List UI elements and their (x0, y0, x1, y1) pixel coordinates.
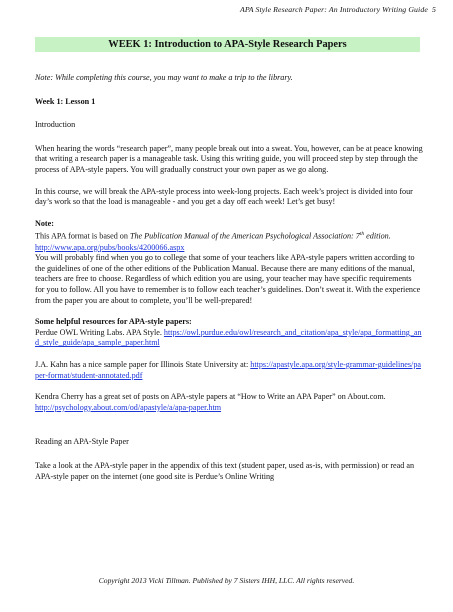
apa-manual-link[interactable]: http://www.apa.org/pubs/books/4200066.aspx (35, 242, 185, 252)
edition-superscript: th (359, 231, 365, 238)
note-label: Note: (35, 218, 54, 228)
running-title: APA Style Research Paper: An Introductory Writing Guide (239, 5, 428, 14)
library-note: Note: While completing this course, you may want to make a trip to the library. (35, 73, 293, 82)
running-header (240, 5, 436, 14)
owl-resource (35, 328, 423, 349)
publication-manual-title: The Publication Manual of the American Psychological Association: 7 (129, 232, 360, 242)
kahn-resource-link[interactable]: https://apastyle.apa.org/style-grammar-guidelines/paper-format/student-annotated.pdf (35, 360, 421, 380)
owl-resource-text: Perdue OWL Writing Labs. APA Style. (35, 327, 164, 337)
cherry-resource-link[interactable]: http://psychology.about.com/od/apastyle/a/apa-paper.htm (35, 402, 222, 412)
resources-heading: Some helpful resources for APA-style papers: (35, 317, 192, 327)
copyright-footer: Copyright 2013 Vicki Tillman. Published by 7 Sisters IHH, LLC. All rights reserved. (98, 576, 355, 585)
reading-heading: Reading an APA-Style Paper (35, 437, 129, 447)
kahn-resource (35, 360, 423, 381)
kahn-resource-text: J.A. Kahn has a nice sample paper for Illinois State University at: (35, 360, 251, 369)
note-source (35, 229, 423, 253)
page-number: 5 (432, 5, 436, 14)
intro-heading: Introduction (35, 120, 76, 130)
lesson-heading: Week 1: Lesson 1 (35, 96, 96, 106)
intro-paragraph-2: In this course, we will break the APA-style process into week-long projects. Each week’s project is divided into four day’s work so that the load is manageable - and you get a day off each week! Let’s get busy! (35, 186, 413, 207)
note-body: You will probably find when you go to college that some of your teachers like APA-style papers written according to the guidelines of one of the other editions of the Publication Manual. Because there are many editions of the manual, teachers are free to choose. Regardless of which edition you are using, your teacher may have specific requirements for you to follow. All you have to remember is to follow each teacher’s guidelines. Don’t sweat it. With the experience from the paper you are about to complete, you’ll be well-prepared! (35, 253, 421, 305)
cherry-resource (35, 392, 423, 413)
edition-suffix: edition. (364, 232, 391, 242)
note-source-prefix: This APA format is based on (35, 232, 130, 242)
reading-paragraph: Take a look at the APA-style paper in the appendix of this text (student paper, used as-is, with permission) or read an APA-style paper on the internet (one good site is Perdue’s Online Writing (35, 460, 415, 481)
week-title-banner: WEEK 1: Introduction to APA-Style Research Papers (35, 37, 420, 52)
main-content (35, 73, 423, 482)
intro-paragraph-1: When hearing the words “research paper”, many people break out into a sweat. You, however, can be at peace knowing that writing a research paper is a manageable task. Using this writing guide, you will proceed step by step through the process of APA-style papers. You will gradually construct your own paper as we go along. (35, 143, 423, 174)
owl-resource-link[interactable]: https://owl.purdue.edu/owl/research_and_citation/apa_style/apa_formatting_and_style_guide/apa_sample_paper.html (35, 327, 422, 348)
cherry-resource-text: Kendra Cherry has a great set of posts on APA-style papers at “How to Write an APA Paper” on About.com. (35, 392, 386, 402)
